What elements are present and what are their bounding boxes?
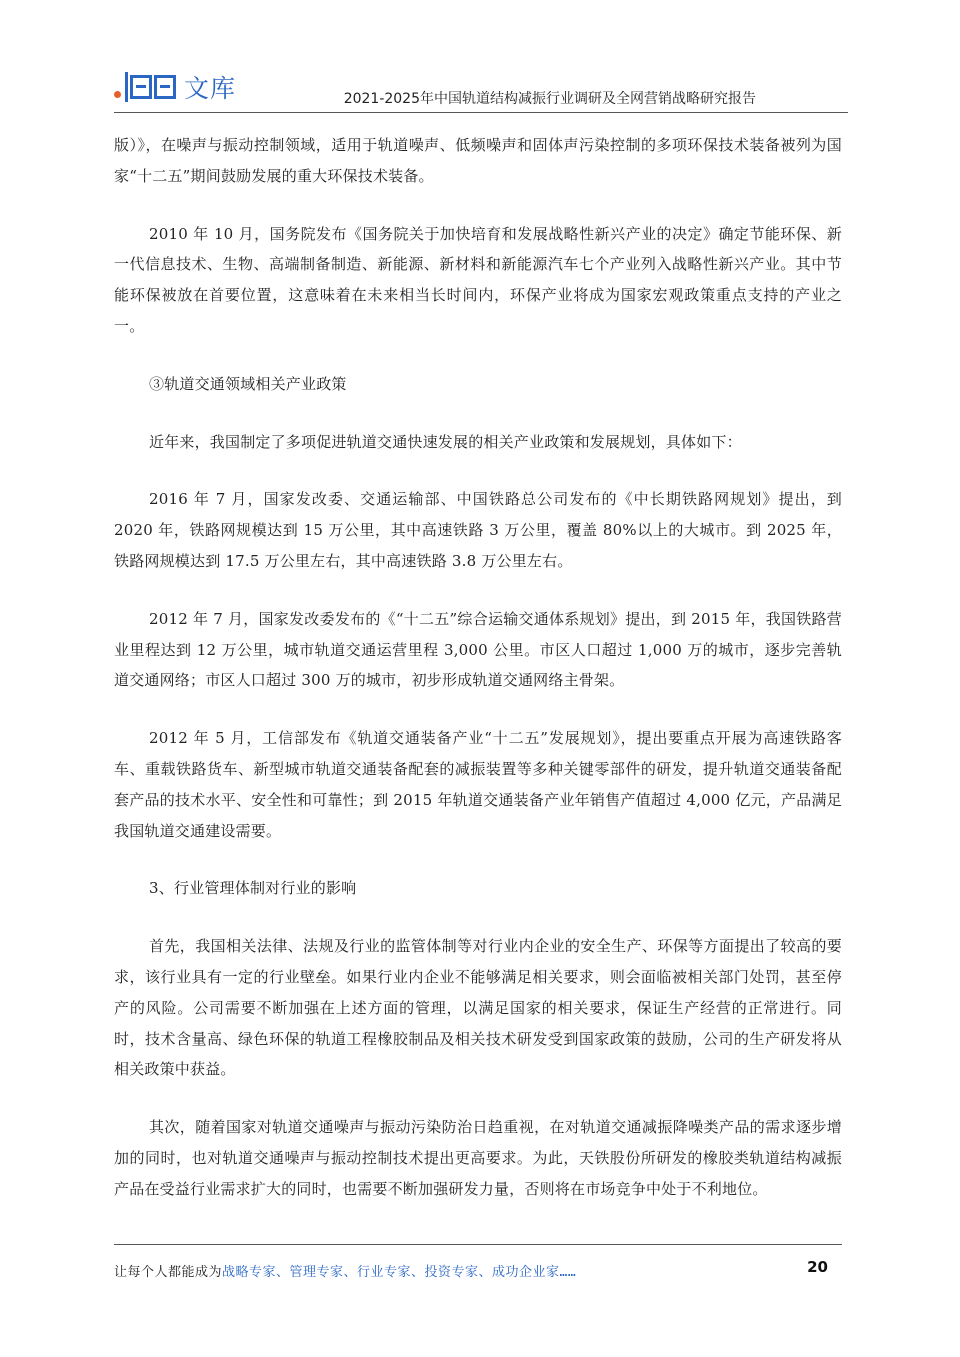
- logo-mark-icon: [125, 70, 178, 104]
- paragraph-gap: [114, 192, 842, 219]
- page-header: [114, 66, 848, 113]
- paragraph: 首先，我国相关法律、法规及行业的监管体制等对行业内企业的安全生产、环保等方面提出了较高的要求，该行业具有一定的行业壁垒。如果行业内企业不能够满足相关要求，则会面临被相关部门处罚，甚至停产的风险。公司需要不断加强在上述方面的管理，以满足国家的相关要求，保证生产经营的正常进行。同时，技术含量高、绿色环保的轨道工程橡胶制品及相关技术研发受到国家政策的鼓励，公司的生产研发将从相关政策中获益。: [114, 937, 842, 1079]
- paragraph-gap: [114, 696, 842, 723]
- logo: [114, 68, 236, 106]
- logo-dot-icon: [114, 91, 121, 98]
- paragraph-gap: [114, 904, 842, 931]
- slogan-highlight: 战略专家、管理专家、行业专家、投资专家、成功企业家……: [222, 1265, 577, 1280]
- paragraph-gap: [114, 1085, 842, 1112]
- paragraph: 3、行业管理体制对行业的影响: [149, 879, 357, 898]
- paragraph: 2010 年 10 月，国务院发布《国务院关于加快培育和发展战略性新兴产业的决定》确定节能环保、新一代信息技术、生物、高端制备制造、新能源、新材料和新能源汽车七个产业列入战略性新兴产业。其中节能环保被放在首要位置，这意味着在未来相当长时间内，环保产业将成为国家宏观政策重点支持的产业之一。: [114, 224, 842, 335]
- paragraph-gap: [114, 457, 842, 484]
- paragraph: 2012 年 5 月，工信部发布《轨道交通装备产业“十二五”发展规划》，提出要重点开展为高速铁路客车、重载铁路货车、新型城市轨道交通装备配套的减振装置等多种关键零部件的研发，提升轨道交通装备配套产品的技术水平、安全性和可靠性；到 2015 年轨道交通装备产业年销售产值超过 4,000 亿元，产品满足我国轨道交通建设需要。: [114, 729, 842, 840]
- paragraph: 2012 年 7 月，国家发改委发布的《“十二五”综合运输交通体系规划》提出，到 2015 年，我国铁路营业里程达到 12 万公里，城市轨道交通运营里程 3,000 公里。市区人口超过 1,000 万的城市，逐步完善轨道交通网络；市区人口超过 300 万的城市，初步形成轨道交通网络主骨架。: [114, 609, 842, 690]
- logo-text: 文库: [184, 74, 237, 103]
- page-number: 20: [807, 1258, 828, 1276]
- paragraph: 版）》，在噪声与振动控制领域，适用于轨道噪声、低频噪声和固体声污染控制的多项环保技术装备被列为国家“十二五”期间鼓励发展的重大环保技术装备。: [114, 136, 842, 185]
- report-title: 2021-2025年中国轨道结构减振行业调研及全网营销战略研究报告: [343, 91, 756, 107]
- paragraph: ③轨道交通领域相关产业政策: [149, 374, 347, 393]
- document-body: [114, 130, 842, 1205]
- paragraph-gap: [114, 342, 842, 369]
- paragraph: 其次，随着国家对轨道交通噪声与振动污染防治日趋重视，在对轨道交通减振降噪类产品的需求逐步增加的同时，也对轨道交通噪声与振动控制技术提出更高要求。为此，天铁股份所研发的橡胶类轨道结构减振产品在受益行业需求扩大的同时，也需要不断加强研发力量，否则将在市场竞争中处于不利地位。: [114, 1118, 842, 1198]
- paragraph-gap: [114, 577, 842, 604]
- paragraph-gap: [114, 400, 842, 427]
- footer-divider: [114, 1244, 842, 1245]
- paragraph: 2016 年 7 月，国家发改委、交通运输部、中国铁路总公司发布的《中长期铁路网规划》提出，到 2020 年，铁路网规模达到 15 万公里，其中高速铁路 3 万公里，覆盖 80%以上的大城市。到 2025 年，铁路网规模达到 17.5 万公里左右，其中高速铁路 3.8 万公里左右。: [114, 490, 842, 570]
- paragraph-gap: [114, 846, 842, 873]
- paragraph: 近年来，我国制定了多项促进轨道交通快速发展的相关产业政策和发展规划，具体如下：: [149, 432, 742, 451]
- footer-slogan: [114, 1261, 576, 1280]
- slogan-prefix: 让每个人都能成为: [114, 1265, 223, 1280]
